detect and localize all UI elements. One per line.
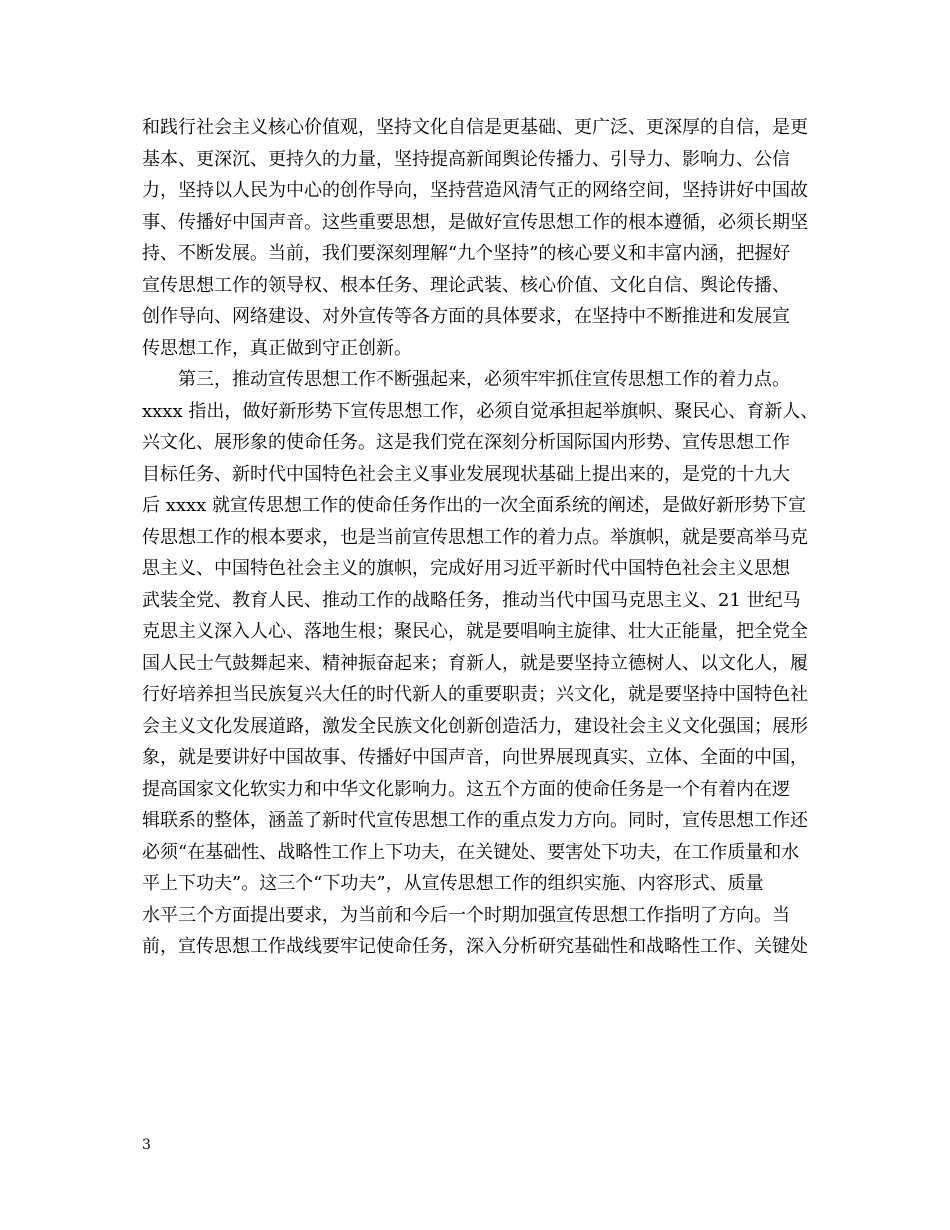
text-line: 必须“在基础性、战略性工作上下功夫，在关键处、要害处下功夫，在工作质量和水 — [142, 841, 800, 863]
text-line: 和践行社会主义核心价值观，坚持文化自信是更基础、更广泛、更深厚的自信，是更 — [142, 117, 808, 138]
page-number: 3 — [142, 1137, 151, 1153]
text-line: 宣传思想工作的领导权、根本任务、理论武装、核心价值、文化自信、舆论传播、 — [142, 274, 790, 296]
text-line: 前，宣传思想工作战线要牢记使命任务，深入分析研究基础性和战略性工作、关键处 — [142, 936, 808, 957]
text-line: 基本、更深沉、更持久的力量，坚持提高新闻舆论传播力、引导力、影响力、公信 — [142, 148, 790, 170]
text-line: 提高国家文化软实力和中华文化影响力。这五个方面的使命任务是一个有着内在逻 — [142, 778, 790, 800]
body-text — [142, 112, 822, 963]
text-line: 行好培养担当民族复兴大任的时代新人的重要职责；兴文化，就是要坚持中国特色社 — [142, 684, 808, 705]
text-line: 传思想工作，真正做到守正创新。 — [142, 337, 412, 359]
text-line: 会主义文化发展道路，激发全民族文化创新创造活力，建设社会主义文化强国；展形 — [142, 715, 808, 737]
text-line: 持、不断发展。当前，我们要深刻理解“九个坚持”的核心要义和丰富内涵，把握好 — [142, 243, 791, 264]
text-line: 目标任务、新时代中国特色社会主义事业发展现状基础上提出来的，是党的十九大 — [142, 463, 790, 485]
text-line: 兴文化、展形象的使命任务。这是我们党在深刻分析国际国内形势、宣传思想工作 — [142, 432, 790, 453]
text-line: 后 xxxx 就宣传思想工作的使命任务作出的一次全面系统的阐述，是做好新形势下宣 — [142, 495, 807, 516]
text-line: 水平三个方面提出要求，为当前和今后一个时期加强宣传思想工作指明了方向。当 — [142, 904, 790, 926]
text-line: 平上下功夫”。这三个“下功夫”，从宣传思想工作的组织实施、内容形式、质量 — [142, 873, 764, 894]
text-line: 辑联系的整体，涵盖了新时代宣传思想工作的重点发力方向。同时，宣传思想工作还 — [142, 810, 808, 831]
text-line: 武装全党、教育人民、推动工作的战略任务，推动当代中国马克思主义、21 世纪马 — [142, 589, 801, 611]
text-line: 事、传播好中国声音。这些重要思想，是做好宣传思想工作的根本遵循，必须长期坚 — [142, 211, 808, 233]
text-line: 思主义、中国特色社会主义的旗帜，完成好用习近平新时代中国特色社会主义思想 — [142, 558, 790, 579]
text-line: 国人民士气鼓舞起来、精神振奋起来；育新人，就是要坚持立德树人、以文化人，履 — [142, 652, 808, 674]
text-line: 力，坚持以人民为中心的创作导向，坚持营造风清气正的网络空间，坚持讲好中国故 — [142, 180, 808, 201]
text-line: 传思想工作的根本要求，也是当前宣传思想工作的着力点。举旗帜，就是要高举马克 — [142, 526, 808, 548]
text-line: 创作导向、网络建设、对外宣传等各方面的具体要求，在坚持中不断推进和发展宣 — [142, 306, 790, 327]
text-line: 克思主义深入人心、落地生根；聚民心，就是要唱响主旋律、壮大正能量，把全党全 — [142, 621, 808, 642]
text-line: xxxx 指出，做好新形势下宣传思想工作，必须自觉承担起举旗帜、聚民心、育新人、 — [142, 400, 819, 422]
text-line: 象，就是要讲好中国故事、传播好中国声音，向世界展现真实、立体、全面的中国， — [142, 747, 808, 768]
paragraph-start-line: 第三，推动宣传思想工作不断强起来，必须牢牢抓住宣传思想工作的着力点。 — [142, 369, 790, 390]
